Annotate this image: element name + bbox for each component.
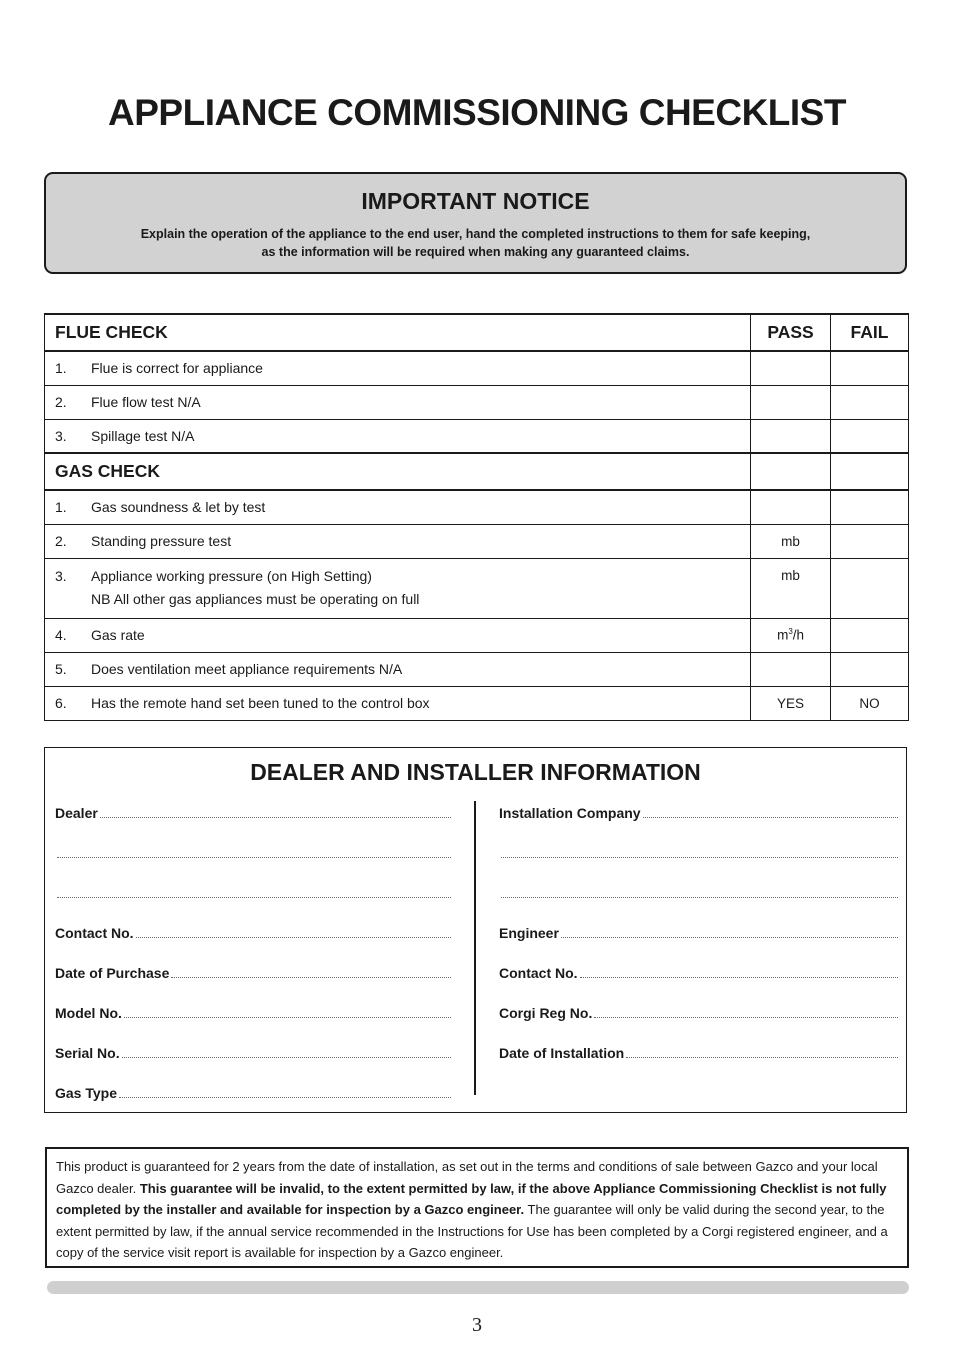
pass-cell[interactable] (751, 419, 831, 453)
table-row (45, 618, 909, 652)
flue-check-heading: FLUE CHECK (45, 314, 751, 351)
gas-check-header-row (45, 453, 909, 490)
installation-company-continued[interactable] (499, 841, 898, 861)
fail-cell (831, 453, 909, 490)
model-number-field[interactable] (55, 1001, 451, 1021)
corgi-reg-field[interactable] (499, 1001, 898, 1021)
dealer-section-heading: DEALER AND INSTALLER INFORMATION (250, 759, 701, 785)
footer-bar (47, 1281, 909, 1294)
gas-check-heading: GAS CHECK (45, 453, 751, 490)
item-number: 3. (55, 427, 67, 444)
item-text: Flue is correct for appliance (91, 360, 263, 377)
item-text: Gas rate (91, 627, 145, 643)
fail-cell[interactable]: NO (831, 686, 909, 720)
flue-check-header-row (45, 314, 909, 351)
item-text: Standing pressure test (91, 533, 232, 549)
notice-line-2: as the information will be required when making any guaranteed claims. (261, 245, 690, 259)
fail-cell[interactable] (831, 618, 909, 652)
pass-cell[interactable] (751, 385, 831, 419)
field-label: Dealer (55, 805, 98, 821)
pass-cell[interactable]: mb (751, 558, 831, 618)
installation-company-continued[interactable] (499, 881, 898, 901)
page-title: APPLIANCE COMMISSIONING CHECKLIST (108, 92, 846, 133)
guarantee-text-bold: This guarantee will be invalid, to the extent permitted by law, if the above Appliance Commissioning Checklist is not fully completed by the installer and available for inspection by a Gazco engineer. (56, 1180, 887, 1217)
dealer-contact-field[interactable] (55, 921, 451, 941)
table-row (45, 490, 909, 524)
installer-contact-field[interactable] (499, 961, 898, 981)
pass-column-header: PASS (751, 314, 831, 351)
field-label: Contact No. (55, 925, 134, 941)
fail-cell[interactable] (831, 490, 909, 524)
unit-base: m (777, 627, 789, 643)
item-number: 1. (55, 499, 67, 516)
item-text: Appliance working pressure (on High Setting) (91, 567, 372, 584)
field-label: Serial No. (55, 1045, 120, 1061)
commissioning-checklist-table (44, 313, 909, 721)
unit-superscript: 3 (788, 627, 793, 637)
fail-cell[interactable] (831, 652, 909, 686)
item-number: 5. (55, 661, 67, 677)
guarantee-text-part2: The guarantee will only be valid during the second year, to the extent permitted by law, if the annual service recommended in the Instructions for Use has been completed by a Corgi registered engineer, and a copy of the service visit report is available for inspection by a Gazco engineer. (56, 1202, 888, 1260)
field-label: Engineer (499, 925, 559, 941)
table-row (45, 686, 909, 720)
item-number: 2. (55, 394, 67, 410)
fail-cell[interactable] (831, 558, 909, 618)
gas-type-field[interactable] (55, 1081, 451, 1101)
item-number: 6. (55, 695, 67, 711)
table-row (45, 385, 909, 419)
field-label: Corgi Reg No. (499, 1005, 593, 1021)
notice-text (46, 225, 905, 261)
dealer-field-continued[interactable] (55, 881, 451, 901)
fail-column-header: FAIL (831, 314, 909, 351)
item-text: Does ventilation meet appliance requirements N/A (91, 661, 403, 677)
item-number: 3. (55, 567, 67, 584)
dealer-field-continued[interactable] (55, 841, 451, 861)
guarantee-text-box (45, 1147, 909, 1268)
column-divider (474, 801, 476, 1095)
item-text: Spillage test N/A (91, 427, 195, 444)
field-label: Date of Purchase (55, 965, 170, 981)
dealer-field[interactable] (55, 801, 451, 821)
page-number: 3 (472, 1314, 482, 1336)
dealer-installer-section (44, 747, 907, 1113)
notice-heading: IMPORTANT NOTICE (361, 188, 590, 214)
table-row (45, 351, 909, 385)
fail-cell[interactable] (831, 524, 909, 558)
pass-cell[interactable] (751, 652, 831, 686)
serial-number-field[interactable] (55, 1041, 451, 1061)
pass-cell[interactable]: mb (751, 524, 831, 558)
table-row (45, 558, 909, 618)
fail-cell[interactable] (831, 351, 909, 385)
engineer-field[interactable] (499, 921, 898, 941)
item-text: Has the remote hand set been tuned to the control box (91, 695, 430, 711)
installation-company-field[interactable] (499, 801, 898, 821)
item-number: 2. (55, 533, 67, 549)
item-subtext: NB All other gas appliances must be operating on full (91, 590, 420, 607)
pass-cell[interactable] (751, 490, 831, 524)
notice-line-1: Explain the operation of the appliance to the end user, hand the completed instructions to them for safe keeping, (140, 227, 811, 241)
pass-cell[interactable] (751, 351, 831, 385)
item-number: 4. (55, 627, 67, 643)
date-of-purchase-field[interactable] (55, 961, 451, 981)
field-label: Installation Company (499, 805, 641, 821)
important-notice-box (44, 172, 907, 274)
unit-tail: /h (792, 627, 805, 643)
table-row (45, 524, 909, 558)
date-of-installation-field[interactable] (499, 1041, 898, 1061)
guarantee-text-part1: This product is guaranteed for 2 years from the date of installation, as set out in the terms and conditions of sale between Gazco and your local Gazco dealer. (56, 1159, 878, 1196)
fail-cell[interactable] (831, 419, 909, 453)
item-number: 1. (55, 360, 67, 377)
item-text: Gas soundness & let by test (91, 499, 266, 516)
table-row (45, 419, 909, 453)
table-row (45, 652, 909, 686)
pass-cell[interactable]: YES (751, 686, 831, 720)
field-label: Date of Installation (499, 1045, 625, 1061)
pass-cell (751, 453, 831, 490)
field-label: Model No. (55, 1005, 122, 1021)
fail-cell[interactable] (831, 385, 909, 419)
item-text: Flue flow test N/A (91, 394, 201, 410)
field-label: Contact No. (499, 965, 578, 981)
field-label: Gas Type (55, 1085, 117, 1101)
pass-cell[interactable] (751, 618, 831, 652)
